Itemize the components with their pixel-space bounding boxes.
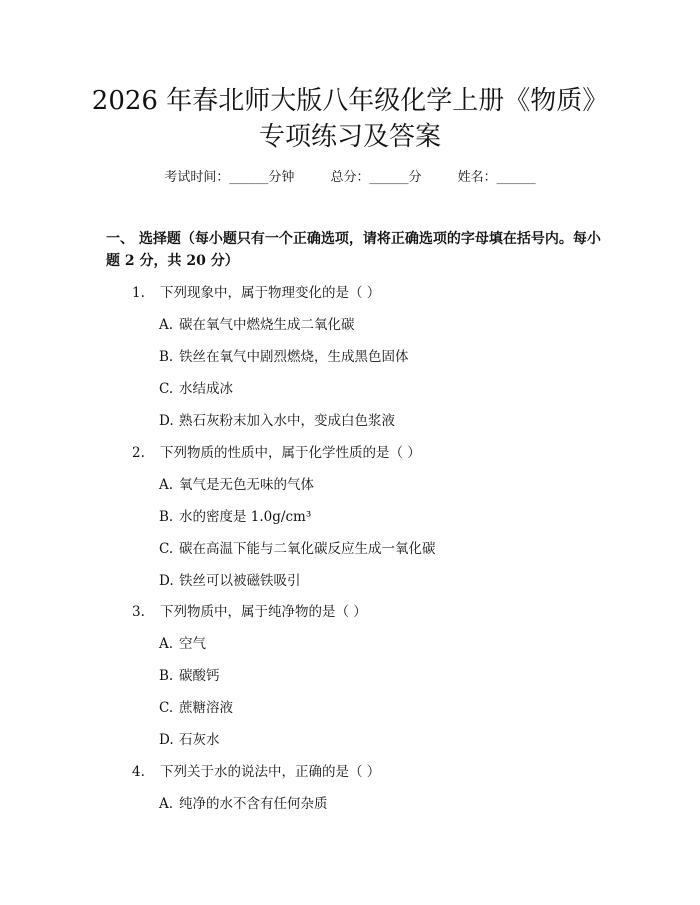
option-text: 碳酸钙 xyxy=(179,668,220,684)
option-text: 铁丝在氧气中剧烈燃烧，生成黑色固体 xyxy=(179,349,409,365)
option-2d xyxy=(159,571,599,591)
option-1d xyxy=(159,411,599,431)
question-text: 下列现象中，属于物理变化的是（ ） xyxy=(160,285,381,301)
option-text: 空气 xyxy=(179,636,206,652)
option-text: 熟石灰粉末加入水中，变成白色浆液 xyxy=(179,413,395,429)
option-letter: B. xyxy=(159,509,174,525)
option-letter: C. xyxy=(159,381,174,397)
question-text: 下列关于水的说法中，正确的是（ ） xyxy=(160,764,381,780)
option-3c xyxy=(159,698,599,718)
option-letter: B. xyxy=(159,349,174,365)
student-name-field: 姓名：______ xyxy=(457,170,536,185)
option-4a xyxy=(159,794,599,814)
option-letter: C. xyxy=(159,541,174,557)
exam-meta xyxy=(0,168,700,188)
question-number: 2. xyxy=(132,445,145,461)
option-letter: A. xyxy=(159,317,174,333)
option-3d xyxy=(159,730,599,750)
option-letter: A. xyxy=(159,796,174,812)
option-letter: C. xyxy=(159,700,174,716)
option-letter: D. xyxy=(159,413,174,429)
option-1a xyxy=(159,315,599,335)
option-text: 氧气是无色无味的气体 xyxy=(179,477,314,493)
question-4 xyxy=(132,762,592,782)
option-3a xyxy=(159,634,599,654)
total-score-field: 总分：______分 xyxy=(330,170,422,185)
question-1 xyxy=(132,283,592,303)
question-number: 3. xyxy=(132,604,145,620)
section-heading-line1: 一、 选择题（每小题只有一个正确选项，请将正确选项的字母填在括号内。每小 xyxy=(106,231,601,247)
question-text: 下列物质中，属于纯净物的是（ ） xyxy=(160,604,367,620)
option-letter: D. xyxy=(159,573,174,589)
option-text: 水结成冰 xyxy=(179,381,233,397)
option-3b xyxy=(159,666,599,686)
option-text: 碳在高温下能与二氧化碳反应生成一氧化碳 xyxy=(179,541,436,557)
page-title-line2: 专项练习及答案 xyxy=(258,122,441,152)
question-text: 下列物质的性质中，属于化学性质的是（ ） xyxy=(160,445,421,461)
option-text: 纯净的水不含有任何杂质 xyxy=(179,796,328,812)
question-3 xyxy=(132,602,592,622)
page-title-line1: 2026 年春北师大版八年级化学上册《物质》 xyxy=(91,86,609,116)
question-2 xyxy=(132,443,592,463)
option-text: 蔗糖溶液 xyxy=(179,700,233,716)
option-2b xyxy=(159,507,599,527)
option-text: 石灰水 xyxy=(179,732,220,748)
option-text: 碳在氧气中燃烧生成二氧化碳 xyxy=(179,317,355,333)
option-letter: A. xyxy=(159,636,174,652)
option-2a xyxy=(159,475,599,495)
option-letter: A. xyxy=(159,477,174,493)
exam-time-field: 考试时间：______分钟 xyxy=(164,170,295,185)
option-letter: B. xyxy=(159,668,174,684)
option-text: 水的密度是 1.0g/cm³ xyxy=(179,509,312,525)
option-2c xyxy=(159,539,599,559)
option-letter: D. xyxy=(159,732,174,748)
option-text: 铁丝可以被磁铁吸引 xyxy=(179,573,301,589)
option-1b xyxy=(159,347,599,367)
section-heading-line2: 题 2 分，共 20 分） xyxy=(106,253,239,269)
option-1c xyxy=(159,379,599,399)
question-number: 1. xyxy=(132,285,145,301)
question-number: 4. xyxy=(132,764,145,780)
